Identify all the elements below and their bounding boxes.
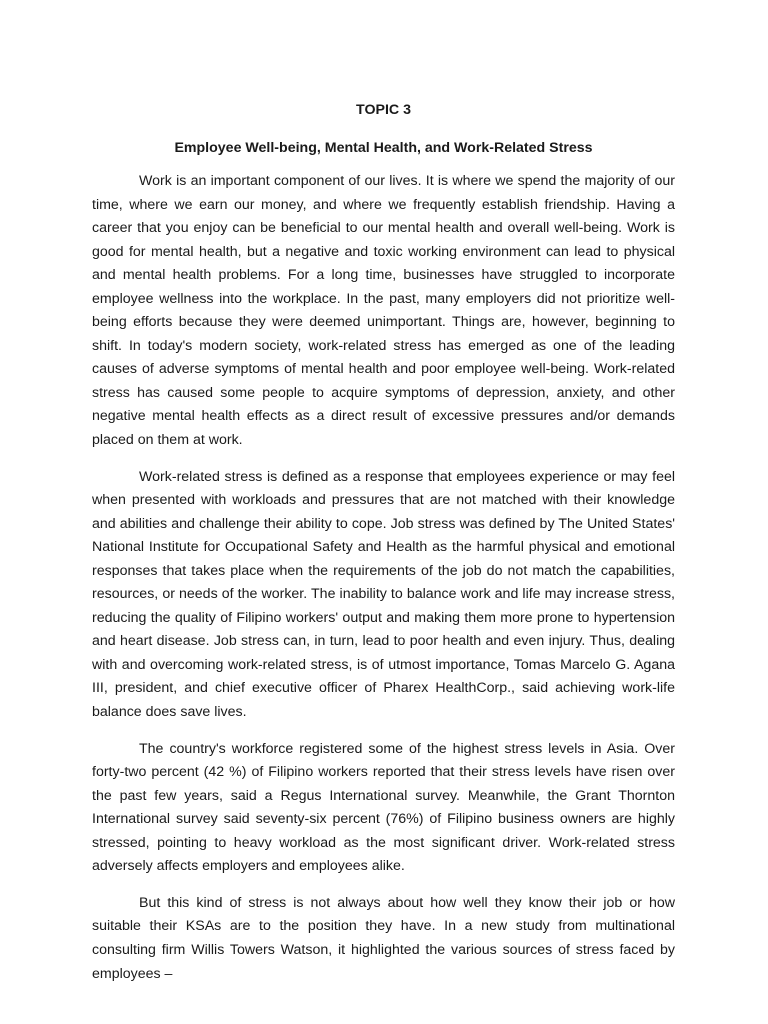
- paragraph-3: The country's workforce registered some of the highest stress levels in Asia. Over forty-two percent (42 %) of Filipino workers reported that their stress levels have risen over the past few years, said a Regus International survey. Meanwhile, the Grant Thornton International survey said seventy-six percent (76%) of Filipino business owners are highly stressed, pointing to heavy workload as the most significant driver. Work-related stress adversely affects employers and employees alike.: [92, 740, 675, 875]
- paragraph-4: But this kind of stress is not always about how well they know their job or how suitable their KSAs are to the position they have. In a new study from multinational consulting firm Willis Towers Watson, it highlighted the various sources of stress faced by employees –: [92, 894, 675, 982]
- paragraph-1: Work is an important component of our lives. It is where we spend the majority of our time, where we earn our money, and where we frequently establish friendship. Having a career that you enjoy can be beneficial to our mental health and overall well-being. Work is good for mental health, but a negative and toxic working environment can lead to physical and mental health problems. For a long time, businesses have struggled to incorporate employee wellness into the workplace. In the past, many employers did not prioritize well-being efforts because they were deemed unimportant. Things are, however, beginning to shift. In today's modern society, work-related stress has emerged as one of the leading causes of adverse symptoms of mental health and poor employee well-being. Work-related stress has caused some people to acquire symptoms of depression, anxiety, and other negative mental health effects as a direct result of excessive pressures and/or demands placed on them at work.: [92, 173, 675, 449]
- document-page: [92, 100, 675, 986]
- topic-heading: TOPIC 3: [356, 102, 411, 118]
- paragraph-2: Work-related stress is defined as a response that employees experience or may feel when presented with workloads and pressures that are not matched with their knowledge and abilities and challenge their ability to cope. Job stress was defined by The United States' National Institute for Occupational Safety and Health as the harmful physical and emotional responses that takes place when the requirements of the job do not match the capabilities, resources, or needs of the worker. The inability to balance work and life may increase stress, reducing the quality of Filipino workers' output and making them more prone to hypertension and heart disease. Job stress can, in turn, lead to poor health and even injury. Thus, dealing with and overcoming work-related stress, is of utmost importance, Tomas Marcelo G. Agana III, president, and chief executive officer of Pharex HealthCorp., said achieving work-life balance does save lives.: [92, 468, 675, 721]
- document-title: Employee Well-being, Mental Health, and Work-Related Stress: [174, 140, 593, 156]
